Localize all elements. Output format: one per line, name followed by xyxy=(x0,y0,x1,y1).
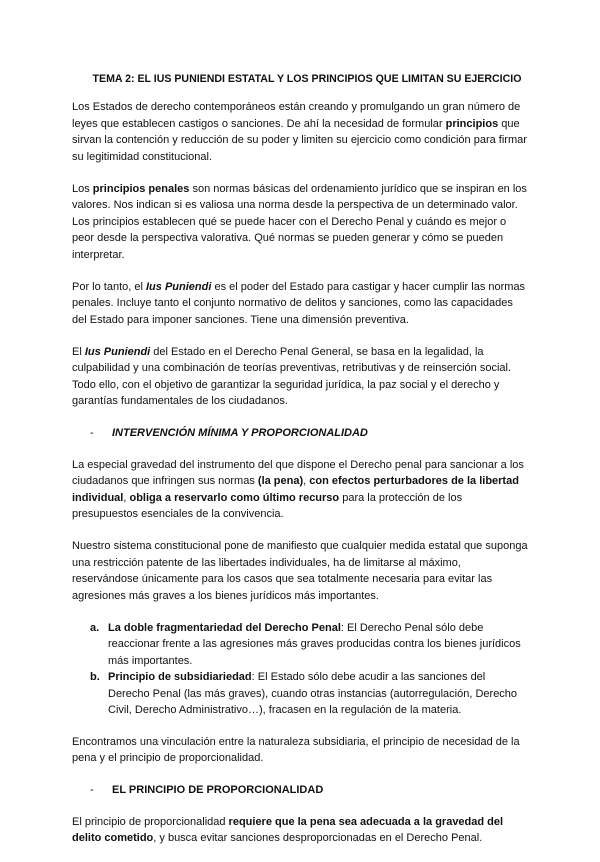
heading-text: EL PRINCIPIO DE PROPORCIONALIDAD xyxy=(112,784,324,796)
list-item: a. La doble fragmentariedad del Derecho Penal: El Derecho Penal sólo debe reaccionar frente a las agresiones más graves producidas contra los bienes jurídicos más importantes. xyxy=(72,620,528,670)
paragraph-ius-puniendi-derecho-penal: El Ius Puniendi del Estado en el Derecho Penal General, se basa en la legalidad, la culpabilidad y una combinación de teorías preventivas, retributivas y de reinserción social. Todo ello, con el objetivo de garantizar la seguridad jurídica, la paz social y el derecho y garantías fundamentales de los ciudadanos. xyxy=(72,345,512,407)
heading-dash: - xyxy=(90,427,94,439)
heading-dash: - xyxy=(90,784,94,796)
list-marker: b. xyxy=(90,671,100,683)
paragraph-especial-gravedad: La especial gravedad del instrumento del que dispone el Derecho penal para sancionar a los ciudadanos que infringen sus normas (la pena), con efectos perturbadores de la libertad individual, obliga a reservarlo como último recurso para la protección de los presupuestos esenciales de la convivencia. xyxy=(72,458,524,520)
heading-text: INTERVENCIÓN MÍNIMA Y PROPORCIONALIDAD xyxy=(112,427,368,439)
document-body xyxy=(72,99,528,862)
paragraph-ius-puniendi-definition: Por lo tanto, el Ius Puniendi es el poder del Estado para castigar y hacer cumplir las normas penales. Incluye tanto el conjunto normativo de delitos y sanciones, como las capacidades del Estado para imponer sanciones. Tiene una dimensión preventiva. xyxy=(72,280,526,326)
paragraph-principio-proporcionalidad: El principio de proporcionalidad requiere que la pena sea adecuada a la gravedad del delito cometido, y busca evitar sanciones desproporcionadas en el Derecho Penal. xyxy=(72,815,504,844)
paragraph-principios-penales: Los principios penales son normas básicas del ordenamiento jurídico que se inspiran en los valores. Nos indican si es valiosa una norma desde la perspectiva de un determinado valor. Los principios establecen qué se puede hacer con el Derecho Penal y cuándo es mejor o peor desde la perspectiva valorativa. Qué normas se pueden generar y cómo se pueden interpretar. xyxy=(72,182,527,261)
list-marker: a. xyxy=(90,621,100,634)
list-item: b. Principio de subsidiariedad: El Estado sólo debe acudir a las sanciones del Derecho Penal (las más graves), cuando otras instancias (autorregulación, Derecho Civil, Derecho Administrativo…), fracasen en la regulación de la materia. xyxy=(72,669,528,719)
paragraph-estados-de-derecho: Los Estados de derecho contemporáneos están creando y promulgando un gran número de leyes que establecen castigos o sanciones. De ahí la necesidad de formular principios que sirvan la contención y reducción de su poder y limiten su ejercicio como condición para firmar su legitimidad constitucional. xyxy=(72,101,527,163)
principles-list xyxy=(72,620,528,719)
section-heading-proporcionalidad xyxy=(72,782,528,799)
document-title: TEMA 2: EL IUS PUNIENDI ESTATAL Y LOS PRINCIPIOS QUE LIMITAN SU EJERCICIO xyxy=(92,73,522,85)
paragraph-sistema-constitucional: Nuestro sistema constitucional pone de manifiesto que cualquier medida estatal que suponga una restricción patente de las libertades individuales, ha de limitarse al máximo, reservándose únicamente para los casos que sea totalmente necesaria para evitar las agresiones más graves a los bienes jurídicos más importantes. xyxy=(72,540,528,602)
section-heading-intervencion-minima xyxy=(72,425,528,442)
paragraph-vinculacion: Encontramos una vinculación entre la naturaleza subsidiaria, el principio de necesidad de la pena y el principio de proporcionalidad. xyxy=(72,735,520,764)
